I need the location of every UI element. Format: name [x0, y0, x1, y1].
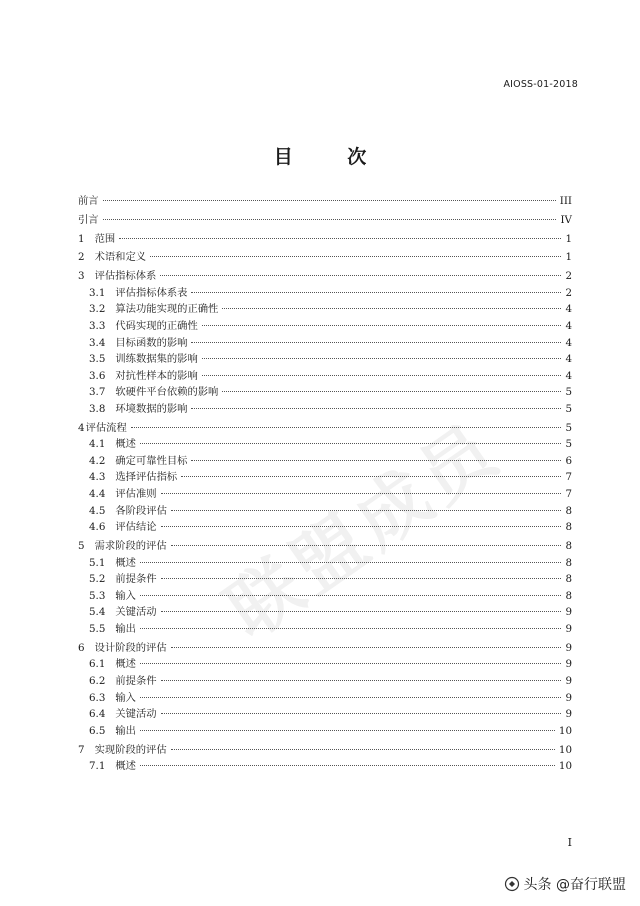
toc-entry-label: 对抗性样本的影响 [115, 369, 198, 382]
toc-entry-title [78, 211, 99, 226]
toc-entry-label: 实现阶段的评估 [94, 743, 167, 756]
toc-entry-page: 8 [565, 573, 572, 586]
toc-entry-title [78, 192, 99, 207]
toc-entry-page: 10 [558, 743, 572, 756]
toc-entry-number: 3.3 [89, 319, 106, 332]
toc-entry-number: 3.6 [89, 369, 106, 382]
dot-leader [140, 663, 561, 664]
toc-entry-number: 4.1 [89, 438, 106, 451]
toc-entry-title [89, 452, 187, 467]
toc-entry[interactable] [78, 350, 572, 367]
toc-entry[interactable] [78, 267, 572, 284]
dot-leader [202, 375, 562, 376]
toc-entry-number: 6.2 [89, 674, 106, 687]
toc-entry-title [89, 620, 136, 635]
toc-entry[interactable] [78, 300, 572, 317]
toc-entry-page: 1 [565, 251, 572, 264]
dot-leader [140, 765, 555, 766]
toc-entry-label: 输出 [115, 622, 136, 635]
toc-entry-page: 2 [565, 286, 572, 299]
table-of-contents [78, 192, 572, 774]
toc-entry-label: 前提条件 [115, 573, 157, 586]
toc-entry-title [89, 570, 157, 585]
toc-entry-page: 8 [565, 504, 572, 517]
dot-leader [140, 595, 561, 596]
toc-entry-page: 5 [565, 438, 572, 451]
toc-entry-page: 4 [565, 336, 572, 349]
toc-entry-page: 8 [565, 589, 572, 602]
toc-entry-label: 评估结论 [115, 521, 157, 534]
toc-entry-page: 4 [565, 319, 572, 332]
toc-entry-label: 关键活动 [115, 708, 157, 721]
toc-entry-number: 3.8 [89, 402, 106, 415]
toc-entry-page: III [559, 195, 572, 207]
toc-entry[interactable] [78, 554, 572, 571]
toc-entry-title [78, 248, 146, 263]
toc-entry[interactable] [78, 248, 572, 265]
toc-entry-label: 术语和定义 [94, 251, 147, 264]
toc-entry-label: 范围 [94, 232, 116, 245]
toc-entry-page: 4 [565, 353, 572, 366]
toc-entry-number: 3.4 [89, 336, 106, 349]
toc-entry-number: 3.2 [89, 303, 106, 316]
toc-entry-label: 输入 [115, 691, 136, 704]
toc-entry-title [89, 672, 157, 687]
toc-entry-title [89, 554, 136, 569]
toc-entry-number: 4.2 [89, 454, 106, 467]
toc-entry-title [89, 350, 198, 365]
toc-entry-number: 6.1 [89, 658, 106, 671]
toc-entry-number: 3.1 [89, 286, 106, 299]
toc-entry-page: 10 [558, 760, 572, 773]
dot-leader [222, 391, 561, 392]
toc-entry-label: 评估流程 [85, 421, 127, 434]
toc-entry-title [89, 468, 177, 483]
toc-entry-label: 目标函数的影响 [115, 336, 188, 349]
toc-entry-number: 5.2 [89, 573, 106, 586]
toc-entry-label: 各阶段评估 [115, 504, 167, 517]
toc-entry-label: 需求阶段的评估 [94, 540, 167, 552]
toc-entry-page: 4 [565, 369, 572, 382]
dot-leader [140, 730, 555, 731]
toc-entry-page: 5 [565, 402, 572, 415]
toc-entry[interactable] [78, 741, 572, 758]
toc-entry[interactable] [78, 722, 572, 739]
toc-entry[interactable] [78, 334, 572, 351]
dot-leader [161, 611, 562, 612]
toc-entry-page: 9 [565, 641, 572, 654]
toc-title: 目 次 [273, 146, 391, 168]
toc-entry-number: 4.4 [89, 488, 106, 501]
dot-leader [150, 256, 561, 257]
toc-entry-label: 关键活动 [115, 606, 157, 619]
toc-entry[interactable] [78, 655, 572, 672]
toc-entry[interactable] [78, 705, 572, 722]
page-number: I [567, 836, 572, 849]
toc-entry-number: 4.5 [89, 504, 106, 517]
toc-entry-number: 7.1 [89, 760, 106, 773]
toc-entry-label: 训练数据集的影响 [115, 353, 198, 366]
toc-entry[interactable] [78, 485, 572, 502]
toc-entry-title [89, 435, 136, 450]
toc-entry[interactable] [78, 284, 572, 301]
toc-entry-title [89, 757, 136, 772]
toc-entry-label: 引言 [78, 213, 99, 226]
toc-entry-title [89, 284, 187, 299]
toc-entry-label: 评估指标体系 [94, 270, 157, 283]
toc-entry[interactable] [78, 452, 572, 469]
toc-entry-label: 代码实现的正确性 [115, 319, 198, 332]
toc-entry-title [78, 639, 167, 654]
toc-entry-label: 概述 [115, 438, 136, 451]
dot-leader [181, 476, 561, 477]
dot-leader [202, 358, 562, 359]
toc-entry-number: 4 [78, 421, 85, 434]
toc-entry[interactable] [78, 537, 572, 554]
dot-leader [191, 342, 561, 343]
dot-leader [161, 526, 562, 527]
toc-entry-label: 输入 [115, 589, 136, 602]
toc-entry-page: 7 [565, 471, 572, 484]
toc-entry-number: 5.5 [89, 622, 106, 635]
dot-leader [171, 647, 562, 648]
toc-entry-label: 环境数据的影响 [115, 402, 188, 415]
toc-entry-number: 3.5 [89, 353, 106, 366]
toc-entry-number: 6.3 [89, 691, 106, 704]
watermark: 联盟成员 [211, 406, 516, 654]
toc-entry[interactable] [78, 757, 572, 774]
dot-leader [140, 628, 561, 629]
toc-entry[interactable] [78, 230, 572, 247]
toc-entry-page: 9 [565, 622, 572, 635]
toc-entry-title [78, 267, 156, 282]
toc-entry-number: 5.1 [89, 556, 106, 569]
toc-entry-label: 设计阶段的评估 [94, 641, 167, 654]
toc-entry-page: 5 [565, 386, 572, 399]
toc-entry-title [89, 367, 198, 382]
toc-entry-number: 5.4 [89, 606, 106, 619]
toc-entry-label: 确定可靠性目标 [115, 454, 188, 467]
toc-entry-number: 6 [78, 641, 85, 654]
dot-leader [103, 200, 556, 201]
toc-entry[interactable] [78, 518, 572, 535]
toc-entry-number: 3 [78, 270, 85, 283]
dot-leader [131, 427, 562, 428]
toc-entry-label: 概述 [115, 658, 136, 671]
toc-entry[interactable] [78, 570, 572, 587]
toc-entry-title [78, 741, 167, 756]
toc-entry-page: 4 [565, 303, 572, 316]
toc-entry-title [89, 603, 157, 618]
toc-entry[interactable] [78, 383, 572, 400]
toc-entry-page: 8 [565, 521, 572, 534]
toc-entry-label: 算法功能实现的正确性 [115, 303, 219, 316]
toc-entry-label: 评估指标体系表 [115, 286, 188, 299]
dot-leader [103, 219, 557, 220]
toc-entry-label: 输出 [115, 724, 136, 737]
toc-entry-label: 前提条件 [115, 674, 157, 687]
toc-entry-number: 6.5 [89, 724, 106, 737]
toc-entry[interactable] [78, 435, 572, 452]
toc-entry[interactable] [78, 502, 572, 519]
toc-entry-page: 6 [565, 454, 572, 467]
toc-entry-title [89, 502, 167, 517]
toc-entry-number: 1 [78, 232, 85, 245]
toc-entry-number: 5 [78, 540, 85, 552]
dot-leader [191, 460, 561, 461]
toc-entry-title [89, 705, 157, 720]
dot-leader [171, 510, 562, 511]
toc-entry-number: 7 [78, 743, 85, 756]
toc-entry-label: 概述 [115, 760, 136, 773]
toc-entry[interactable] [78, 468, 572, 485]
logo-icon [504, 876, 520, 892]
dot-leader [160, 275, 561, 276]
source-text: 头条 @奋行联盟 [523, 877, 626, 893]
toc-entry[interactable] [78, 367, 572, 384]
toc-entry-title [78, 230, 115, 245]
toc-entry[interactable] [78, 419, 572, 436]
toc-entry[interactable] [78, 587, 572, 604]
toc-entry-page: IV [560, 213, 572, 226]
dot-leader [222, 308, 561, 309]
toc-entry-page: 9 [565, 658, 572, 671]
toc-entry[interactable] [78, 192, 572, 209]
source-watermark [504, 874, 626, 894]
toc-entry-title [89, 317, 198, 332]
toc-entry-label: 前言 [78, 195, 99, 207]
toc-entry-page: 8 [565, 540, 572, 552]
toc-entry-title [89, 587, 136, 602]
toc-entry-title [89, 655, 136, 670]
toc-entry-title [78, 537, 167, 552]
toc-entry-label: 软硬件平台依赖的影响 [115, 386, 219, 399]
toc-entry[interactable] [78, 603, 572, 620]
dot-leader [171, 545, 562, 546]
toc-entry[interactable] [78, 620, 572, 637]
toc-entry-title [89, 400, 187, 415]
toc-entry[interactable] [78, 689, 572, 706]
dot-leader [202, 325, 562, 326]
dot-leader [171, 749, 555, 750]
toc-entry-page: 10 [558, 724, 572, 737]
toc-entry-label: 概述 [115, 556, 136, 569]
dot-leader [191, 292, 561, 293]
toc-entry-number: 3.7 [89, 386, 106, 399]
toc-entry-page: 5 [565, 421, 572, 434]
dot-leader [140, 697, 561, 698]
toc-entry-number: 4.3 [89, 471, 106, 484]
toc-entry-page: 8 [565, 556, 572, 569]
dot-leader [161, 578, 562, 579]
toc-entry-number: 5.3 [89, 589, 106, 602]
toc-entry-label: 选择评估指标 [115, 471, 178, 484]
toc-entry-title [89, 518, 157, 533]
toc-entry-page: 1 [565, 232, 572, 245]
toc-entry[interactable] [78, 400, 572, 417]
toc-entry-page: 9 [565, 606, 572, 619]
dot-leader [161, 493, 562, 494]
toc-entry-page: 7 [565, 488, 572, 501]
dot-leader [140, 562, 561, 563]
toc-entry[interactable] [78, 317, 572, 334]
toc-entry-title [89, 485, 157, 500]
dot-leader [161, 713, 562, 714]
toc-entry-page: 9 [565, 708, 572, 721]
toc-entry-title [89, 300, 218, 315]
toc-entry-page: 9 [565, 691, 572, 704]
toc-entry-number: 2 [78, 251, 85, 264]
toc-entry-page: 2 [565, 270, 572, 283]
dot-leader [191, 408, 561, 409]
toc-entry-title [89, 689, 136, 704]
document-code: AIOSS-01-2018 [503, 79, 578, 90]
dot-leader [161, 680, 562, 681]
toc-entry-label: 评估准则 [115, 488, 157, 501]
toc-entry[interactable] [78, 211, 572, 228]
toc-entry-page: 9 [565, 674, 572, 687]
dot-leader [119, 238, 561, 239]
dot-leader [140, 443, 561, 444]
toc-entry-number: 6.4 [89, 708, 106, 721]
toc-entry[interactable] [78, 639, 572, 656]
toc-entry-title [89, 722, 136, 737]
toc-entry-title [89, 383, 218, 398]
toc-entry[interactable] [78, 672, 572, 689]
toc-entry-title [78, 419, 127, 434]
toc-entry-title [89, 334, 187, 349]
toc-entry-number: 4.6 [89, 521, 106, 534]
